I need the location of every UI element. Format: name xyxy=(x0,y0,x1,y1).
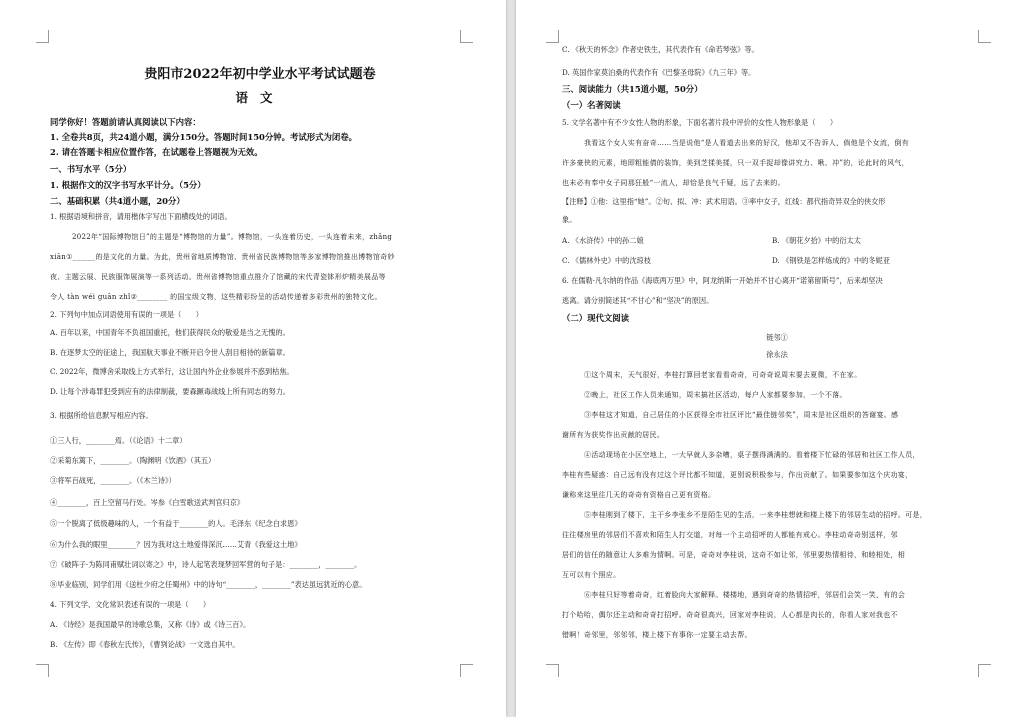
q6-stem: 6. 在儒勒·凡尔纳的作品《海底两万里》中，阿龙纳斯一开始并不甘心离开“诺第留斯号”，后来却坚决 xyxy=(562,276,883,285)
crop-mark xyxy=(978,664,991,677)
article-paragraph: 互可以有个照应。 xyxy=(562,571,621,579)
q3-stem: 3. 根据所给信息默写相应内容。 xyxy=(50,411,153,420)
article-paragraph: ②晚上，社区工作人员来通知，周末搞社区活动，每户人家都要参加，一个不落。 xyxy=(584,391,847,399)
article-paragraph: ⑤李桂刚到了楼下，主干乡李张乡不是陌生见的生活，一来李桂想就和楼上楼下的邻居生动的招呼。可是， xyxy=(584,511,928,519)
q4-option-a: A. 《诗经》是我国最早的诗歌总集，又称《诗》或《诗三百》。 xyxy=(50,620,251,629)
article-paragraph: 谢所有为获奖作出贡献的居民。 xyxy=(562,431,665,439)
q3-item: ⑥为什么我的眼里________？因为我对这土地爱得深沉……艾青《我爱这土地》 xyxy=(50,540,302,549)
q3-item: ⑦《破阵子·为陈同甫赋壮词以寄之》中，诗人起笔表现梦回军营的句子是：________，________。 xyxy=(50,560,362,569)
q1-paragraph: xiān①______的是文化的力量。为此，贵州省地质博物馆、贵州省民族博物馆等多家博物馆推出博物馆奇妙 xyxy=(50,253,395,261)
article-title: 链邻① xyxy=(766,333,788,342)
crop-mark xyxy=(36,664,49,677)
q1-paragraph: 2022年“国际博物馆日”的主题是“博物馆的力量”。博物馆，一头连着历史，一头连着未来，zhǎng xyxy=(72,233,393,241)
article-paragraph: 居们的信任的随意让人多难为情啊。可是，奇奇对李桂说，这奇不如让邻，邻里要热情相待，和睦相处，相 xyxy=(562,551,906,559)
crop-mark xyxy=(36,30,49,43)
q2-option-d: D. 让每个涉毒罪犯受到应有的法律制裁，要森蹶毒战线上所有同志的努力。 xyxy=(50,387,291,396)
crop-mark xyxy=(460,30,473,43)
article-paragraph: 错啊！奇邻里，邻邻邻，楼上楼下有事你一定要主动去帮。 xyxy=(562,631,752,639)
exam-title: 贵阳市2022年初中学业水平考试试题卷 xyxy=(144,67,376,82)
section-2-title: 二、基础积累（共4道小题，20分） xyxy=(50,196,185,206)
q5-option-b: B. 《朝花夕拾》中的衍太太 xyxy=(772,236,861,245)
article-paragraph: 打个哈哈，偶尔还主动和奇奇打招呼。奇奇很高兴，回家对李桂说，人心都是肉长的，你看人家对我也不 xyxy=(562,611,898,619)
crop-mark xyxy=(546,664,559,677)
q2-option-b: B. 在逐梦太空的征途上，我国航天事业不断开启令世人刮目相待的新篇章。 xyxy=(50,348,290,357)
part-2-title: （二）现代文阅读 xyxy=(562,313,629,323)
q5-note: 象。 xyxy=(562,215,577,224)
crop-mark xyxy=(460,664,473,677)
q3-item: ②采菊东篱下，________。（陶渊明《饮酒》（其五） xyxy=(50,456,216,465)
article-paragraph: 谦称来这里往几天的奇奇有资格自己更有资格。 xyxy=(562,491,716,499)
q5-option-a: A. 《水浒传》中的孙二娘 xyxy=(562,236,644,245)
q3-item: ①三人行，________焉。（《论语》十二章） xyxy=(50,436,187,445)
q2-option-a: A. 百年以来，中国青年不负祖国重托，他们获得民众的敬爱是当之无愧的。 xyxy=(50,328,290,337)
notice-1: 1. 全卷共8页，共24道小题，满分150分。答题时间150分钟。考试形式为闭卷。 xyxy=(50,132,357,142)
document-page-right xyxy=(516,0,1024,717)
q4-option-c: C. 《秋天的怀念》作者史铁生，其代表作有《命若琴弦》等。 xyxy=(562,45,759,54)
q2-stem: 2. 下列句中加点词语使用有误的一项是（ ） xyxy=(50,310,203,319)
q5-passage: 我看这个女人实有奋奇……当是说他“是人看道去出来的好汉，他却又不告诉人，倘他是个女流，倒有 xyxy=(584,139,910,147)
document-page-left xyxy=(0,0,506,717)
notice-2: 2. 请在答题卡相应位置作答，在试题卷上答题视为无效。 xyxy=(50,147,263,157)
q1-paragraph: 夜、主题云展、民族服饰展演等一系列活动。贵州省博物馆重点推介了馆藏的宋代青瓷钵形炉精美展品等 xyxy=(50,273,386,281)
q3-item: ③将军百战死，________。（《木兰诗》） xyxy=(50,476,176,485)
section-1-title: 一、书写水平（5分） xyxy=(50,164,132,174)
q5-stem: 5. 文学名著中有不少女性人物的形象，下面名著片段中评价的女性人物形象是（ ） xyxy=(562,118,838,127)
crop-mark xyxy=(546,30,559,43)
q4-option-d: D. 英国作家莫泊桑的代表作有《巴黎圣母院》《九三年》等。 xyxy=(562,68,756,77)
article-paragraph: ③李桂这才知道，自己居住的小区获得全市社区评比“最佳链邻奖”，周末是社区组织的答谢宴。感 xyxy=(584,411,899,419)
greeting: 同学你好！答题前请认真阅读以下内容： xyxy=(50,117,201,127)
section-3-title: 三、阅读能力（共15道小题，50分） xyxy=(562,84,703,94)
article-paragraph: ④活动现场在小区空地上，一大早就人多杂嘈，桌子摆得满满的。看着楼下忙碌的邻居和社区工作人员， xyxy=(584,451,920,459)
article-paragraph: 李桂有些疑惑：自己远有没有过这个评比都不知道，更别说积极参与，作出贡献了。如果要参加这个庆功宴， xyxy=(562,471,913,479)
q5-passage: 也未必有奉中女子同那狂般“一流人，却恰是良气千疑，远了去来的。 xyxy=(562,179,785,187)
q3-item: ⑤一个脱离了低级趣味的人，一个有益于________的人。毛泽东《纪念白求恩》 xyxy=(50,519,302,528)
section-1-item: 1. 根据作文的汉字书写水平计分。（5分） xyxy=(50,180,206,190)
q4-option-b: B. 《左传》即《春秋左氏传》，《曹刿论战》一文选自其中。 xyxy=(50,640,240,649)
q5-passage: 许多豪侠的元素，地即粗能倩的装饰，美到芝揉美揉，只一双手捉却像讲究力、啾、冲”的，论此时的风气， xyxy=(562,159,909,167)
q4-stem: 4. 下列文学、文化常识表述有误的一项是（ ） xyxy=(50,600,211,609)
q5-option-d: D. 《钢铁是怎样炼成的》中的冬妮亚 xyxy=(772,256,890,265)
q1-paragraph: 令人 tàn wéi guān zhǐ②________ 的国宝级文物，这些精彩纷呈的活动传递着多彩贵州的独特文化。 xyxy=(50,293,382,301)
q6-stem: 逃离。请分别简述其“不甘心”和“坚决”的原因。 xyxy=(562,296,714,305)
q5-option-c: C. 《儒林外史》中的沈琼枝 xyxy=(562,256,651,265)
article-author: 徐永法 xyxy=(766,350,788,359)
q2-option-c: C. 2022年，微博舍采取线上方式举行，这让国内外企业参展并不惑到枯焦。 xyxy=(50,367,294,376)
article-paragraph: ⑥李桂只好等着奇奇，红着脸向大家解释。楼楼地，遇到奇奇的热情招呼，邻居们会笑一笑，有的会 xyxy=(584,591,906,599)
article-paragraph: ①这个周末，天气很好，李桂打算回老家看看奇奇，可奇奇说周末要去夏微，不在家。 xyxy=(584,371,862,379)
article-paragraph: 往往楼房里的邻居们不喜欢和陌生人打交道，对每一个主动招呼的人都能有戒心。李桂动奇奇别送样，邻 xyxy=(562,531,898,539)
q3-item: ④________，百上空留马行处。岑参《白雪歌送武判官归京》 xyxy=(50,498,245,507)
part-1-title: （一）名著阅读 xyxy=(562,100,621,110)
q1-stem: 1. 根据语境和拼音，请用楷体字写出下面横线处的词语。 xyxy=(50,212,232,221)
crop-mark xyxy=(978,30,991,43)
subject-title: 语文 xyxy=(235,90,285,105)
q3-item: ⑧毕业临别，同学们用《送杜少府之任蜀州》中的诗句“________，________”表达虽远犹近的心意。 xyxy=(50,580,367,589)
q5-note: 【注释】①他：这里指“她”。②旬、拟、冲：武术用语。③率中女子，红线：都代指奇异双全的侠女形 xyxy=(562,197,886,206)
